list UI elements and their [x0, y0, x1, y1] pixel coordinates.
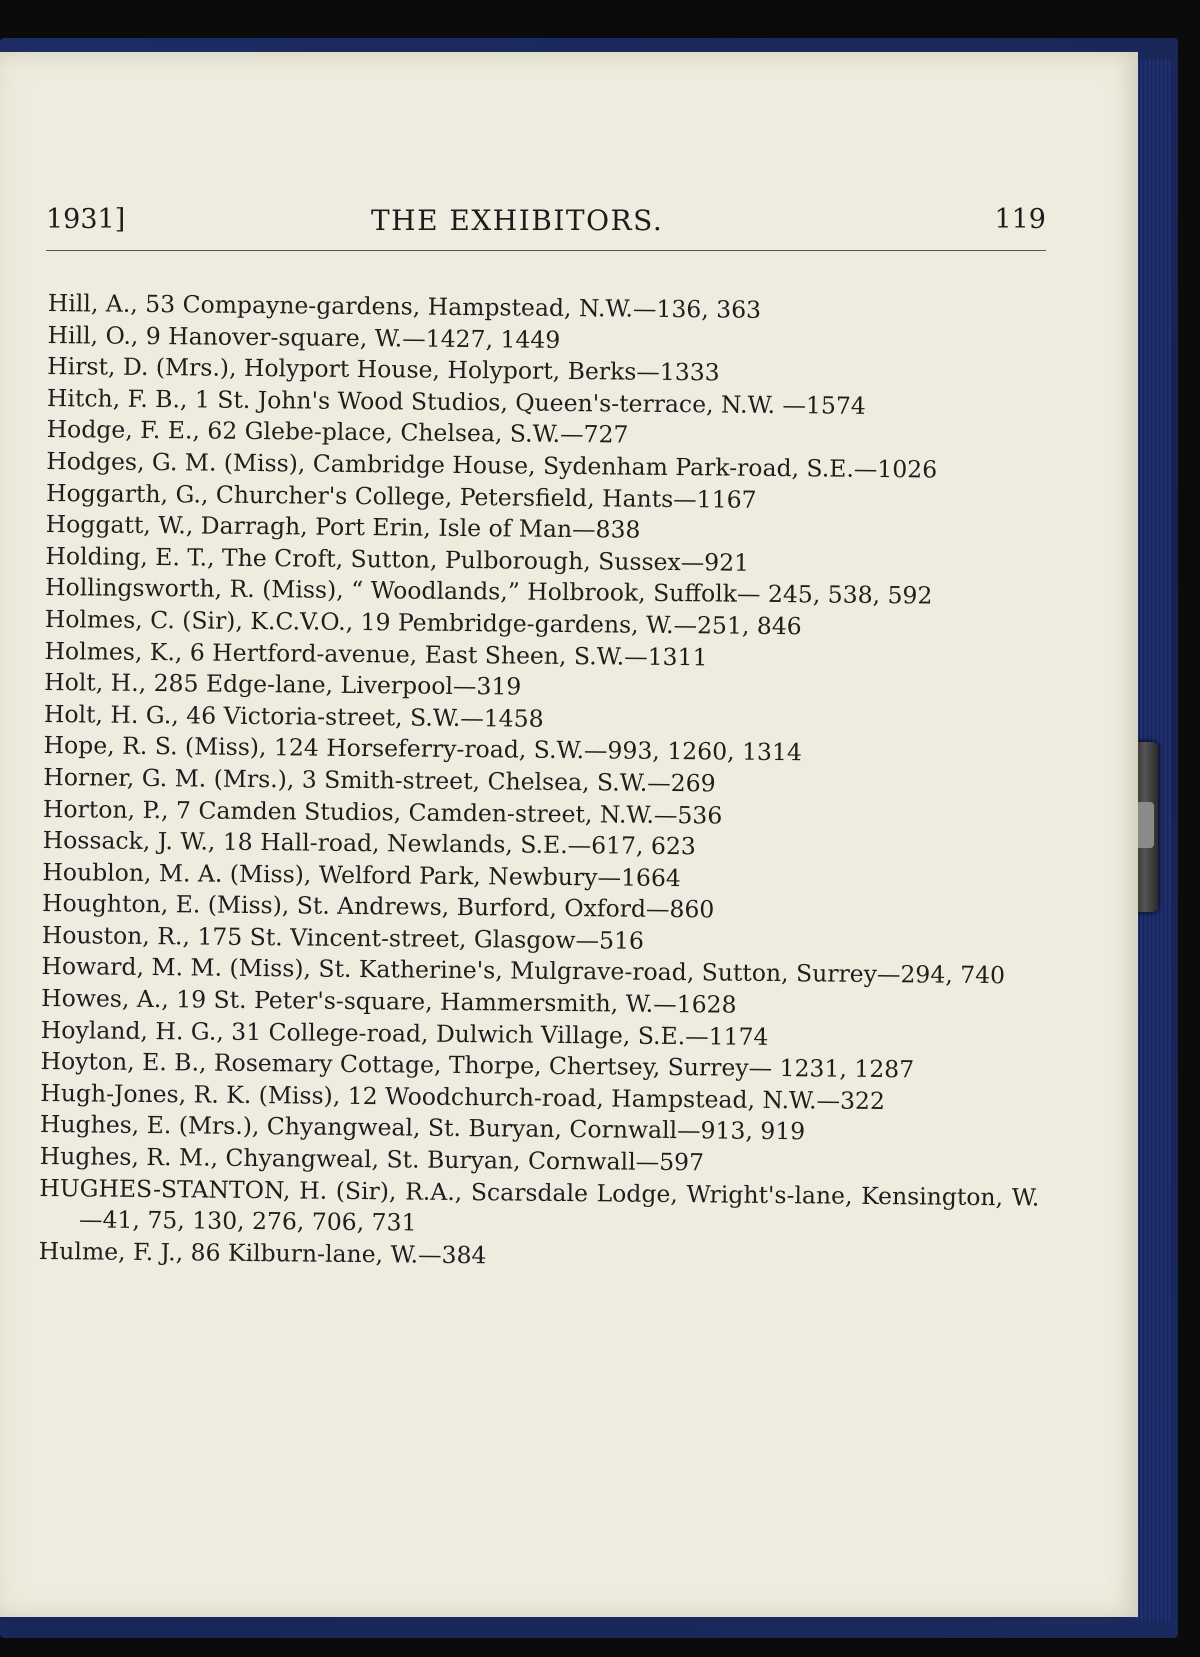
exhibitor-entry: Hoyton, E. B., Rosemary Cottage, Thorpe, Chertsey, Surrey— 1231, 1287 [40, 1047, 915, 1084]
exhibitor-entry: Hughes, R. M., Chyangweal, St. Buryan, Cornwall—597 [39, 1141, 705, 1177]
exhibitor-entry: Holmes, K., 6 Hertford-avenue, East Sheen, S.W.—1311 [44, 636, 708, 671]
exhibitor-entry: Holding, E. T., The Croft, Sutton, Pulborough, Sussex—921 [45, 541, 750, 577]
exhibitor-entry: Hughes, E. (Mrs.), Chyangweal, St. Buryan, Cornwall—913, 919 [39, 1110, 806, 1146]
exhibitor-entry: Howes, A., 19 St. Peter's-square, Hammersmith, W.—1628 [41, 984, 737, 1019]
exhibitor-entry: Hope, R. S. (Miss), 124 Horseferry-road, S.W.—993, 1260, 1314 [43, 731, 802, 767]
header-year: 1931] [46, 204, 126, 235]
exhibitor-entry: Holmes, C. (Sir), K.C.V.O., 19 Pembridge-gardens, W.—251, 846 [44, 604, 802, 641]
running-header [46, 204, 1046, 251]
page-number: 119 [994, 204, 1046, 235]
exhibitor-entry: Hossack, J. W., 18 Hall-road, Newlands, S.E.—617, 623 [42, 826, 696, 861]
exhibitor-entry: Hoggarth, G., Churcher's College, Petersfield, Hants—1167 [45, 478, 757, 514]
exhibitor-entry: Houblon, M. A. (Miss), Welford Park, Newbury—1664 [42, 857, 681, 892]
exhibitor-entry: Hollingsworth, R. (Miss), “ Woodlands,” Holbrook, Suffolk— 245, 538, 592 [44, 573, 933, 610]
exhibitor-entry: HUGHES-STANTON, H. (Sir), R.A., Scarsdale Lodge, Wright's-lane, Kensington, W.—41, 75, 130, 276, 706, 731 [39, 1173, 1040, 1237]
exhibitor-entry: Hugh-Jones, R. K. (Miss), 12 Woodchurch-road, Hampstead, N.W.—322 [40, 1078, 886, 1115]
book-page [0, 52, 1138, 1617]
exhibitor-entry: Hodge, F. E., 62 Glebe-place, Chelsea, S.W.—727 [46, 415, 629, 449]
exhibitor-entry: Hitch, F. B., 1 St. John's Wood Studios, Queen's-terrace, N.W. —1574 [46, 383, 866, 420]
exhibitor-entry: Howard, M. M. (Miss), St. Katherine's, Mulgrave-road, Sutton, Surrey—294, 740 [41, 952, 1006, 990]
exhibitor-entry: Hirst, D. (Mrs.), Holyport House, Holyport, Berks—1333 [47, 352, 720, 387]
exhibitor-entry: Horton, P., 7 Camden Studios, Camden-street, N.W.—536 [42, 794, 723, 829]
exhibitor-list [39, 288, 1048, 1277]
header-title: THE EXHIBITORS. [371, 204, 664, 237]
exhibitor-entry: Houston, R., 175 St. Vincent-street, Glasgow—516 [41, 920, 645, 955]
exhibitor-entry: Holt, H., 285 Edge-lane, Liverpool—319 [44, 668, 522, 701]
exhibitor-entry: Hill, A., 53 Compayne-gardens, Hampstead, N.W.—136, 363 [47, 288, 762, 324]
exhibitor-entry: Horner, G. M. (Mrs.), 3 Smith-street, Chelsea, S.W.—269 [43, 762, 716, 798]
exhibitor-entry: Hoyland, H. G., 31 College-road, Dulwich Village, S.E.—1174 [40, 1015, 769, 1051]
exhibitor-entry: Hill, O., 9 Hanover-square, W.—1427, 1449 [47, 320, 561, 354]
exhibitor-entry: Hoggatt, W., Darragh, Port Erin, Isle of Man—838 [45, 510, 641, 544]
exhibitor-entry: Houghton, E. (Miss), St. Andrews, Burford, Oxford—860 [41, 889, 715, 924]
exhibitor-entry: Hodges, G. M. (Miss), Cambridge House, Sydenham Park-road, S.E.—1026 [46, 446, 938, 484]
exhibitor-entry: Holt, H. G., 46 Victoria-street, S.W.—1458 [43, 699, 544, 733]
exhibitor-entry: Hulme, F. J., 86 Kilburn-lane, W.—384 [38, 1236, 487, 1270]
